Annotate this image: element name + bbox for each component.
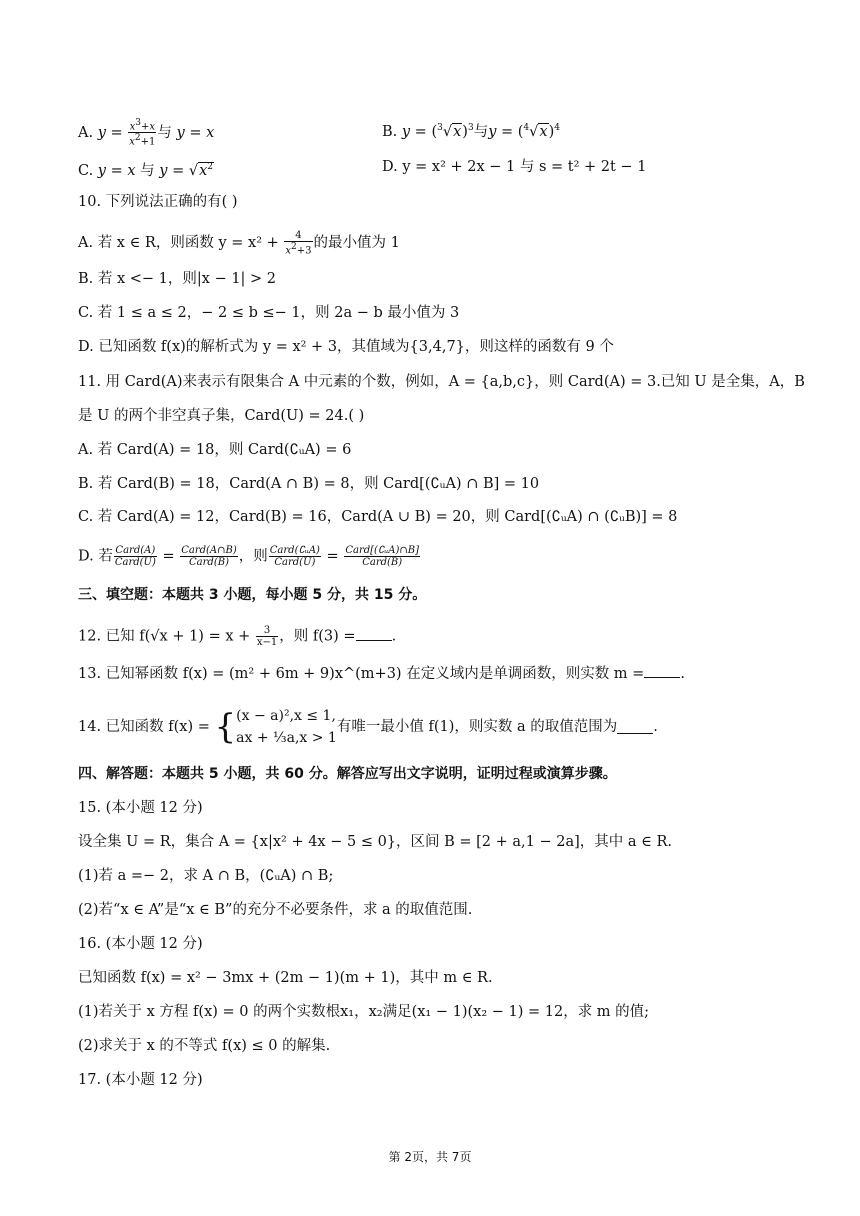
q11-stem-line2: 是 U 的两个非空真子集，Card(U) = 24.( ) (78, 408, 365, 424)
answer-blank[interactable] (356, 628, 392, 641)
q9-option-d (382, 157, 646, 177)
section-4-heading: 四、解答题：本题共 5 小题，共 60 分。解答应写出文字说明，证明过程或演算步骤。 (78, 766, 617, 782)
left-brace: { (214, 707, 237, 747)
q11-option-c: C. 若 Card(A) = 12，Card(B) = 16，Card(A ∪ B) = 20，则 Card[(∁ᵤA) ∩ (∁ᵤB)] = 8 (78, 509, 678, 525)
q16-line1: 已知函数 f(x) = x² − 3mx + (2m − 1)(m + 1)，其中 m ∈ R. (78, 970, 493, 986)
q9-option-a: A. y = $\frac{x^3+x}{x^2+1}$ 与 y = x (78, 118, 215, 148)
q17-heading: 17. (本小题 12 分) (78, 1072, 203, 1088)
option-text: A. 若 x ∈ R，则函数 y = x² + (78, 235, 279, 252)
connector-text: 与 (157, 124, 172, 141)
answer-blank[interactable] (617, 721, 653, 734)
piecewise-cases: (x − a)²,x ≤ 1, ax + ⅓a,x > 1 (236, 708, 337, 746)
connector-text: 与 (473, 123, 489, 140)
fraction: $\frac{\text{Card(A∩B)}}{\text{Card(B)}}$ (181, 545, 237, 568)
answer-blank[interactable] (644, 665, 680, 678)
question-text: 13. 已知幂函数 f(x) = (m² + 6m + 9)x^(m+3) 在定义域内是单调函数，则实数 m = (78, 666, 645, 682)
q15-heading: 15. (本小题 12 分) (78, 800, 203, 816)
option-label: B. (382, 123, 402, 140)
section-3-heading: 三、填空题：本题共 3 小题，每小题 5 分，共 15 分。 (78, 587, 427, 603)
q15-line2: (1)若 a =− 2，求 A ∩ B，(∁ᵤA) ∩ B; (78, 868, 334, 884)
q11-option-b: B. 若 Card(B) = 18，Card(A ∩ B) = 8，则 Card[(∁ᵤA) ∩ B] = 10 (78, 476, 540, 492)
fraction: $\frac{\text{Card[(∁ᵤA)∩B]}}{\text{Card(B)}}$ (345, 545, 420, 568)
q10-option-a (78, 230, 400, 256)
fraction: $\frac{4}{x^2+3}$ (285, 230, 312, 257)
connector-text: ，则 (238, 548, 268, 565)
question-text: 12. 已知 f(√x + 1) = x + (78, 628, 251, 645)
q12: 12. 已知 f(√x + 1) = x + $\frac{3}{x-1}$ ，则 f(3) = . (78, 625, 397, 648)
option-label: A. (78, 124, 98, 141)
question-text: 14. 已知函数 f(x) = (78, 719, 210, 735)
fraction: $\frac{x^3+x}{x^2+1}$ (129, 118, 156, 148)
q14: 14. 已知函数 f(x) = { (x − a)²,x ≤ 1, ax + ⅓a,x > 1 有唯一最小值 f(1)，则实数 a 的取值范围为 . (78, 707, 658, 747)
option-label: D. (382, 159, 403, 175)
fraction: $\frac{\text{Card(A)}}{\text{Card(U)}}$ (114, 545, 156, 568)
option-text: 的最小值为 1 (313, 235, 400, 252)
q10-option-c: C. 若 1 ≤ a ≤ 2，− 2 ≤ b ≤− 1，则 2a − b 最小值为 3 (78, 305, 460, 321)
q16-heading: 16. (本小题 12 分) (78, 936, 203, 952)
option-text: y = x² + 2x − 1 与 s = t² + 2t − 1 (402, 159, 647, 175)
connector-text: 与 (135, 162, 160, 179)
question-text: 有唯一最小值 f(1)，则实数 a 的取值范围为 (336, 719, 618, 735)
option-label: C. (78, 162, 98, 179)
fraction: $\frac{\text{Card(∁ᵤA)}}{\text{Card(U)}}$ (269, 545, 320, 568)
q11-option-a: A. 若 Card(A) = 18，则 Card(∁ᵤA) = 6 (78, 442, 352, 458)
q10-stem: 10. 下列说法正确的有( ) (78, 194, 238, 210)
q9-option-b: B. $y = (^3√x)^3$与$y = (^4√x)^4$ (382, 123, 560, 140)
q15-line1: 设全集 U = R，集合 A = {x|x² + 4x − 5 ≤ 0}，区间 B = [2 + a,1 − 2a]，其中 a ∈ R. (78, 834, 673, 850)
q11-stem-line1: 11. 用 Card(A)来表示有限集合 A 中元素的个数，例如，A = {a,b,c}，则 Card(A) = 3.已知 U 是全集，A，B (78, 374, 805, 390)
q13: 13. 已知幂函数 f(x) = (m² + 6m + 9)x^(m+3) 在定义域内是单调函数，则实数 m = . (78, 666, 685, 682)
fraction: $\frac{3}{x-1}$ (256, 625, 278, 648)
q15-line3: (2)若“x ∈ A”是“x ∈ B”的充分不必要条件，求 a 的取值范围. (78, 902, 473, 918)
page-footer: 第 2页，共 7页 (388, 1150, 472, 1164)
option-label: D. 若 (78, 548, 113, 565)
q16-line2: (1)若关于 x 方程 f(x) = 0 的两个实数根x₁，x₂满足(x₁ − 1)(x₂ − 1) = 12，求 m 的值; (78, 1004, 650, 1020)
q16-line3: (2)求关于 x 的不等式 f(x) ≤ 0 的解集. (78, 1038, 331, 1054)
q10-option-d: D. 已知函数 f(x)的解析式为 y = x² + 3，其值域为{3,4,7}，则这样的函数有 9 个 (78, 339, 614, 355)
q9-option-c: C. y = x 与 $y = √x^2$ (78, 162, 214, 179)
question-text: ，则 f(3) = (279, 628, 356, 645)
q10-option-b: B. 若 x <− 1，则|x − 1| > 2 (78, 271, 277, 287)
q11-option-d: D. 若 $\frac{\text{Card(A)}}{\text{Card(U)}}$ = $\frac{\text{Card(A∩B)}}{\text{Card(B)}}$ ，则 $\frac{\text{Card(∁ᵤA)}}{\text{Card(U)}}$ = $\frac{\text{Card[(∁ᵤA)∩B]}}{\text{Card(B)}}$ (78, 545, 420, 568)
